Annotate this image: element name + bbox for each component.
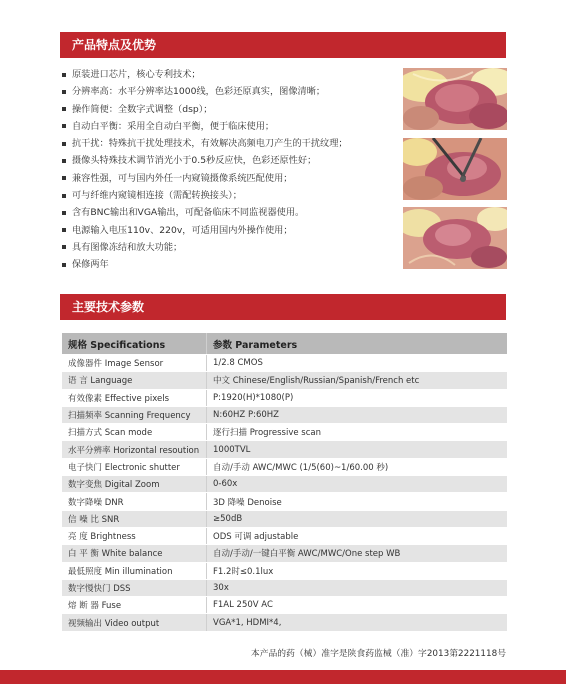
feature-item: 保修两年 [62,256,392,273]
spec-value-cell: 中文 Chinese/English/Russian/Spanish/French etc [207,372,508,389]
table-row [62,406,507,423]
specs-table [62,333,507,632]
bottom-brand-bar [0,670,566,684]
table-row [62,545,507,562]
spec-name-cell: 白 平 衡 White balance [62,545,207,562]
feature-item: 电源输入电压110v、220v，可适用国内外操作使用； [62,222,392,239]
spec-name-cell: 信 噪 比 SNR [62,510,207,527]
table-row [62,372,507,389]
spec-name-cell: 数字变焦 Digital Zoom [62,476,207,493]
spec-name-cell: 成像器件 Image Sensor [62,355,207,372]
spec-value-cell: ≥50dB [207,510,508,527]
endoscopy-photo [403,68,507,130]
spec-name-cell: 数字降噪 DNR [62,493,207,510]
table-row [62,510,507,527]
features-list [62,66,392,274]
spec-name-cell: 最低照度 Min illumination [62,562,207,579]
feature-item: 分辨率高：水平分辨率达1000线，色彩还原真实，图像清晰； [62,83,392,100]
table-row [62,389,507,406]
spec-name-cell: 数字慢快门 DSS [62,579,207,596]
specs-section-title: 主要技术参数 [60,294,506,320]
spec-value-cell: 3D 降噪 Denoise [207,493,508,510]
spec-name-cell: 亮 度 Brightness [62,527,207,544]
spec-value-cell: F1AL 250V AC [207,597,508,614]
feature-item: 抗干扰：特殊抗干扰处理技术，有效解决高频电刀产生的干扰纹理； [62,135,392,152]
feature-item: 含有BNC输出和VGA输出，可配备临床不同监视器使用。 [62,204,392,221]
feature-item: 原装进口芯片，核心专利技术； [62,66,392,83]
spec-value-cell: F1.2时≤0.1lux [207,562,508,579]
table-row [62,562,507,579]
spec-value-cell: ODS 可调 adjustable [207,527,508,544]
table-row [62,355,507,372]
table-row [62,424,507,441]
spec-value-cell: N:60HZ P:60HZ [207,406,508,423]
feature-item: 兼容性强，可与国内外任一内窥镜摄像系统匹配使用； [62,170,392,187]
specs-table-header [62,333,507,355]
spec-value-cell: 自动/手动 AWC/MWC (1/5(60)~1/60.00 秒) [207,458,508,475]
spec-value-cell: 1/2.8 CMOS [207,355,508,372]
table-row [62,458,507,475]
spec-name-cell: 语 言 Language [62,372,207,389]
spec-name-cell: 电子快门 Electronic shutter [62,458,207,475]
spec-name-cell: 扫描方式 Scan mode [62,424,207,441]
spec-name-cell: 有效像素 Effective pixels [62,389,207,406]
spec-value-cell: 0-60x [207,476,508,493]
spec-name-cell: 水平分辨率 Horizontal resoution [62,441,207,458]
endoscopy-photo [403,138,507,200]
feature-item: 摄像头特殊技术调节消光小于0.5秒反应快，色彩还原性好； [62,152,392,169]
spec-value-cell: VGA*1, HDMI*4, [207,614,508,631]
table-row [62,441,507,458]
feature-item: 可与纤维内窥镜相连接（需配转换接头）； [62,187,392,204]
feature-item: 具有图像冻结和放大功能； [62,239,392,256]
table-row [62,476,507,493]
endoscopy-photo [403,207,507,269]
feature-item: 自动白平衡：采用全自动白平衡，便于临床使用； [62,118,392,135]
spec-value-cell: P:1920(H)*1080(P) [207,389,508,406]
feature-item: 操作简便：全数字式调整（dsp）； [62,101,392,118]
specs-header-param: 参数 Parameters [207,333,508,355]
spec-value-cell: 自动/手动/一键白平衡 AWC/MWC/One step WB [207,545,508,562]
spec-name-cell: 视频输出 Video output [62,614,207,631]
specs-header-spec: 规格 Specifications [62,333,207,355]
table-row [62,493,507,510]
table-row [62,614,507,631]
table-row [62,597,507,614]
table-row [62,527,507,544]
table-row [62,579,507,596]
spec-name-cell: 熔 断 器 Fuse [62,597,207,614]
spec-value-cell: 逐行扫描 Progressive scan [207,424,508,441]
spec-name-cell: 扫描频率 Scanning Frequency [62,406,207,423]
registration-note: 本产品的药（械）准字是陕食药监械（准）字2013第2221118号 [250,649,506,659]
features-section-title: 产品特点及优势 [60,32,506,58]
spec-value-cell: 30x [207,579,508,596]
spec-value-cell: 1000TVL [207,441,508,458]
